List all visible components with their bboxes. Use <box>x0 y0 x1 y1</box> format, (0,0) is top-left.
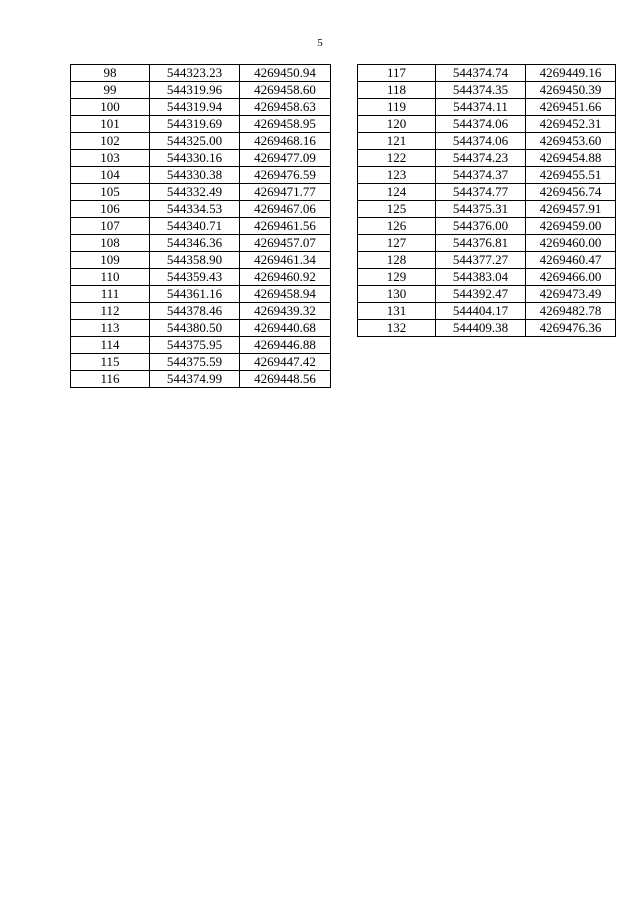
y-coordinate-cell: 4269446.88 <box>240 337 331 354</box>
y-coordinate-cell: 4269471.77 <box>240 184 331 201</box>
x-coordinate-cell: 544375.31 <box>436 201 526 218</box>
point-number-cell: 118 <box>358 82 436 99</box>
x-coordinate-cell: 544374.74 <box>436 65 526 82</box>
table-row <box>358 184 616 201</box>
y-coordinate-cell: 4269482.78 <box>526 303 616 320</box>
y-coordinate-cell: 4269467.06 <box>240 201 331 218</box>
point-number-cell: 113 <box>71 320 150 337</box>
table-row <box>358 150 616 167</box>
table-row <box>358 252 616 269</box>
point-number-cell: 102 <box>71 133 150 150</box>
point-number-cell: 119 <box>358 99 436 116</box>
table-row <box>71 99 331 116</box>
y-coordinate-cell: 4269477.09 <box>240 150 331 167</box>
coordinates-table-right-body <box>358 65 616 337</box>
x-coordinate-cell: 544376.81 <box>436 235 526 252</box>
x-coordinate-cell: 544409.38 <box>436 320 526 337</box>
table-row <box>71 201 331 218</box>
x-coordinate-cell: 544375.95 <box>150 337 240 354</box>
table-row <box>358 201 616 218</box>
y-coordinate-cell: 4269451.66 <box>526 99 616 116</box>
y-coordinate-cell: 4269458.60 <box>240 82 331 99</box>
point-number-cell: 114 <box>71 337 150 354</box>
coordinates-table-right <box>357 64 616 337</box>
table-row <box>71 337 331 354</box>
point-number-cell: 107 <box>71 218 150 235</box>
x-coordinate-cell: 544375.59 <box>150 354 240 371</box>
x-coordinate-cell: 544374.06 <box>436 116 526 133</box>
table-row <box>71 65 331 82</box>
point-number-cell: 108 <box>71 235 150 252</box>
x-coordinate-cell: 544323.23 <box>150 65 240 82</box>
table-row <box>71 269 331 286</box>
point-number-cell: 105 <box>71 184 150 201</box>
y-coordinate-cell: 4269466.00 <box>526 269 616 286</box>
x-coordinate-cell: 544392.47 <box>436 286 526 303</box>
table-row <box>71 371 331 388</box>
x-coordinate-cell: 544332.49 <box>150 184 240 201</box>
table-row <box>71 235 331 252</box>
y-coordinate-cell: 4269460.47 <box>526 252 616 269</box>
table-row <box>358 303 616 320</box>
coordinates-table-left-body <box>71 65 331 388</box>
point-number-cell: 121 <box>358 133 436 150</box>
table-row <box>71 116 331 133</box>
point-number-cell: 100 <box>71 99 150 116</box>
y-coordinate-cell: 4269450.94 <box>240 65 331 82</box>
table-row <box>358 65 616 82</box>
table-row <box>358 116 616 133</box>
point-number-cell: 117 <box>358 65 436 82</box>
y-coordinate-cell: 4269458.94 <box>240 286 331 303</box>
x-coordinate-cell: 544377.27 <box>436 252 526 269</box>
x-coordinate-cell: 544319.69 <box>150 116 240 133</box>
point-number-cell: 116 <box>71 371 150 388</box>
y-coordinate-cell: 4269439.32 <box>240 303 331 320</box>
point-number-cell: 131 <box>358 303 436 320</box>
table-row <box>71 82 331 99</box>
table-row <box>358 218 616 235</box>
y-coordinate-cell: 4269460.92 <box>240 269 331 286</box>
y-coordinate-cell: 4269453.60 <box>526 133 616 150</box>
coordinates-table-left <box>70 64 331 388</box>
y-coordinate-cell: 4269447.42 <box>240 354 331 371</box>
point-number-cell: 127 <box>358 235 436 252</box>
x-coordinate-cell: 544330.16 <box>150 150 240 167</box>
point-number-cell: 112 <box>71 303 150 320</box>
table-row <box>358 235 616 252</box>
point-number-cell: 130 <box>358 286 436 303</box>
table-row <box>358 82 616 99</box>
y-coordinate-cell: 4269450.39 <box>526 82 616 99</box>
point-number-cell: 125 <box>358 201 436 218</box>
point-number-cell: 122 <box>358 150 436 167</box>
y-coordinate-cell: 4269461.34 <box>240 252 331 269</box>
y-coordinate-cell: 4269460.00 <box>526 235 616 252</box>
x-coordinate-cell: 544359.43 <box>150 269 240 286</box>
x-coordinate-cell: 544358.90 <box>150 252 240 269</box>
x-coordinate-cell: 544374.06 <box>436 133 526 150</box>
point-number-cell: 129 <box>358 269 436 286</box>
x-coordinate-cell: 544334.53 <box>150 201 240 218</box>
point-number-cell: 104 <box>71 167 150 184</box>
point-number-cell: 132 <box>358 320 436 337</box>
point-number-cell: 106 <box>71 201 150 218</box>
x-coordinate-cell: 544346.36 <box>150 235 240 252</box>
point-number-cell: 111 <box>71 286 150 303</box>
y-coordinate-cell: 4269476.59 <box>240 167 331 184</box>
point-number-cell: 120 <box>358 116 436 133</box>
table-row <box>358 99 616 116</box>
y-coordinate-cell: 4269468.16 <box>240 133 331 150</box>
table-row <box>358 286 616 303</box>
x-coordinate-cell: 544376.00 <box>436 218 526 235</box>
y-coordinate-cell: 4269457.07 <box>240 235 331 252</box>
table-row <box>71 286 331 303</box>
point-number-cell: 126 <box>358 218 436 235</box>
table-row <box>71 184 331 201</box>
y-coordinate-cell: 4269456.74 <box>526 184 616 201</box>
point-number-cell: 103 <box>71 150 150 167</box>
y-coordinate-cell: 4269457.91 <box>526 201 616 218</box>
y-coordinate-cell: 4269476.36 <box>526 320 616 337</box>
table-row <box>71 320 331 337</box>
y-coordinate-cell: 4269458.63 <box>240 99 331 116</box>
x-coordinate-cell: 544325.00 <box>150 133 240 150</box>
table-row <box>71 167 331 184</box>
point-number-cell: 123 <box>358 167 436 184</box>
table-row <box>71 354 331 371</box>
point-number-cell: 101 <box>71 116 150 133</box>
table-row <box>71 133 331 150</box>
y-coordinate-cell: 4269449.16 <box>526 65 616 82</box>
y-coordinate-cell: 4269455.51 <box>526 167 616 184</box>
y-coordinate-cell: 4269473.49 <box>526 286 616 303</box>
y-coordinate-cell: 4269452.31 <box>526 116 616 133</box>
y-coordinate-cell: 4269454.88 <box>526 150 616 167</box>
x-coordinate-cell: 544319.94 <box>150 99 240 116</box>
y-coordinate-cell: 4269459.00 <box>526 218 616 235</box>
y-coordinate-cell: 4269440.68 <box>240 320 331 337</box>
point-number-cell: 98 <box>71 65 150 82</box>
page-number: 5 <box>317 37 323 49</box>
x-coordinate-cell: 544319.96 <box>150 82 240 99</box>
x-coordinate-cell: 544374.99 <box>150 371 240 388</box>
table-row <box>71 218 331 235</box>
point-number-cell: 109 <box>71 252 150 269</box>
y-coordinate-cell: 4269448.56 <box>240 371 331 388</box>
point-number-cell: 115 <box>71 354 150 371</box>
x-coordinate-cell: 544361.16 <box>150 286 240 303</box>
x-coordinate-cell: 544330.38 <box>150 167 240 184</box>
table-row <box>71 150 331 167</box>
table-row <box>71 252 331 269</box>
y-coordinate-cell: 4269461.56 <box>240 218 331 235</box>
x-coordinate-cell: 544374.77 <box>436 184 526 201</box>
table-row <box>358 133 616 150</box>
table-row <box>71 303 331 320</box>
point-number-cell: 128 <box>358 252 436 269</box>
x-coordinate-cell: 544404.17 <box>436 303 526 320</box>
y-coordinate-cell: 4269458.95 <box>240 116 331 133</box>
x-coordinate-cell: 544340.71 <box>150 218 240 235</box>
x-coordinate-cell: 544374.35 <box>436 82 526 99</box>
table-row <box>358 167 616 184</box>
point-number-cell: 124 <box>358 184 436 201</box>
x-coordinate-cell: 544378.46 <box>150 303 240 320</box>
x-coordinate-cell: 544374.11 <box>436 99 526 116</box>
x-coordinate-cell: 544380.50 <box>150 320 240 337</box>
table-row <box>358 269 616 286</box>
x-coordinate-cell: 544374.23 <box>436 150 526 167</box>
point-number-cell: 110 <box>71 269 150 286</box>
x-coordinate-cell: 544383.04 <box>436 269 526 286</box>
x-coordinate-cell: 544374.37 <box>436 167 526 184</box>
point-number-cell: 99 <box>71 82 150 99</box>
table-row <box>358 320 616 337</box>
